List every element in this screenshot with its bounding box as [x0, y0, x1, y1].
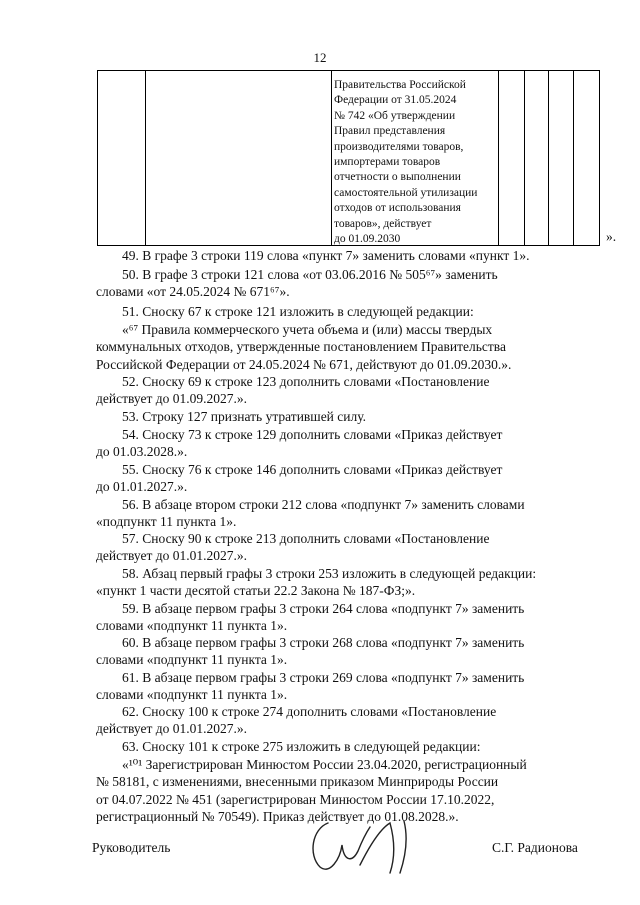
footnote-67-text: «⁶⁷ Правила коммерческого учета объема и (или) массы твердых коммунальных отходов, утвержденные постановлением Правительства Российской Федерации от 24.05.2024 № 671, действуют до 01.09.2030.».: [96, 322, 512, 372]
paragraph-50: 50. В графе 3 строки 121 слова «от 03.06.2016 № 505⁶⁷» заменить словами «от 24.05.2024 № 671⁶⁷».: [96, 267, 498, 300]
table-column-divider: [548, 71, 549, 245]
paragraph-58: 58. Абзац первый графы 3 строки 253 изложить в следующей редакции: «пункт 1 части десятой статьи 22.2 Закона № 187-ФЗ;».: [96, 566, 537, 599]
paragraph-61: 61. В абзаце первом графы 3 строки 269 слова «подпункт 7» заменить словами «подпункт 11 пункта 1».: [96, 670, 525, 703]
paragraph-52: 52. Сноску 69 к строке 123 дополнить словами «Постановление действует до 01.09.2027.».: [96, 374, 490, 407]
paragraph-49: 49. В графе 3 строки 119 слова «пункт 7» заменить словами «пункт 1».: [122, 248, 530, 263]
paragraph-57: 57. Сноску 90 к строке 213 дополнить словами «Постановление действует до 01.01.2027.».: [96, 531, 490, 564]
paragraph-54: 54. Сноску 73 к строке 129 дополнить словами «Приказ действует до 01.03.2028.».: [96, 427, 503, 460]
paragraph-59: 59. В абзаце первом графы 3 строки 264 слова «подпункт 7» заменить словами «подпункт 11 пункта 1».: [96, 601, 525, 634]
table-column-divider: [331, 71, 332, 245]
table-column-divider: [524, 71, 525, 245]
table-column-divider: [145, 71, 146, 245]
paragraph-56: 56. В абзаце втором строки 212 слова «подпункт 7» заменить словами «подпункт 11 пункта 1».: [96, 497, 525, 530]
footnote-101-text: «¹⁰¹ Зарегистрирован Минюстом России 23.04.2020, регистрационный № 58181, с изменениями, внесенными приказом Минприроды России от 04.07.2022 № 451 (зарегистрирован Минюстом России 17.10.2022, регистрационный № 70549). Приказ действует до 01.08.2028.».: [96, 757, 527, 825]
signatory-title: Руководитель: [92, 840, 171, 855]
table-cell-text: Правительства Российской Федерации от 31.05.2024 № 742 «Об утверждении Правил представления производителями товаров, импортерами товаров отчетности о выполнении самостоятельной утилизации отходов от использования товаров», действует до 01.09.2030: [334, 79, 478, 246]
paragraph-55: 55. Сноску 76 к строке 146 дополнить словами «Приказ действует до 01.01.2027.».: [96, 462, 503, 495]
page-number: 12: [313, 50, 327, 65]
closing-quote: ».: [606, 229, 617, 244]
paragraph-51: 51. Сноску 67 к строке 121 изложить в следующей редакции:: [122, 304, 474, 319]
paragraph-63: 63. Сноску 101 к строке 275 изложить в следующей редакции:: [122, 739, 481, 754]
paragraph-62: 62. Сноску 100 к строке 274 дополнить словами «Постановление действует до 01.01.2027.».: [96, 704, 497, 737]
paragraph-53: 53. Строку 127 признать утратившей силу.: [122, 409, 367, 424]
paragraph-60: 60. В абзаце первом графы 3 строки 268 слова «подпункт 7» заменить словами «подпункт 11 пункта 1».: [96, 635, 525, 668]
handwritten-signature: [300, 815, 430, 877]
signatory-name: С.Г. Радионова: [492, 840, 578, 855]
table-column-divider: [573, 71, 574, 245]
